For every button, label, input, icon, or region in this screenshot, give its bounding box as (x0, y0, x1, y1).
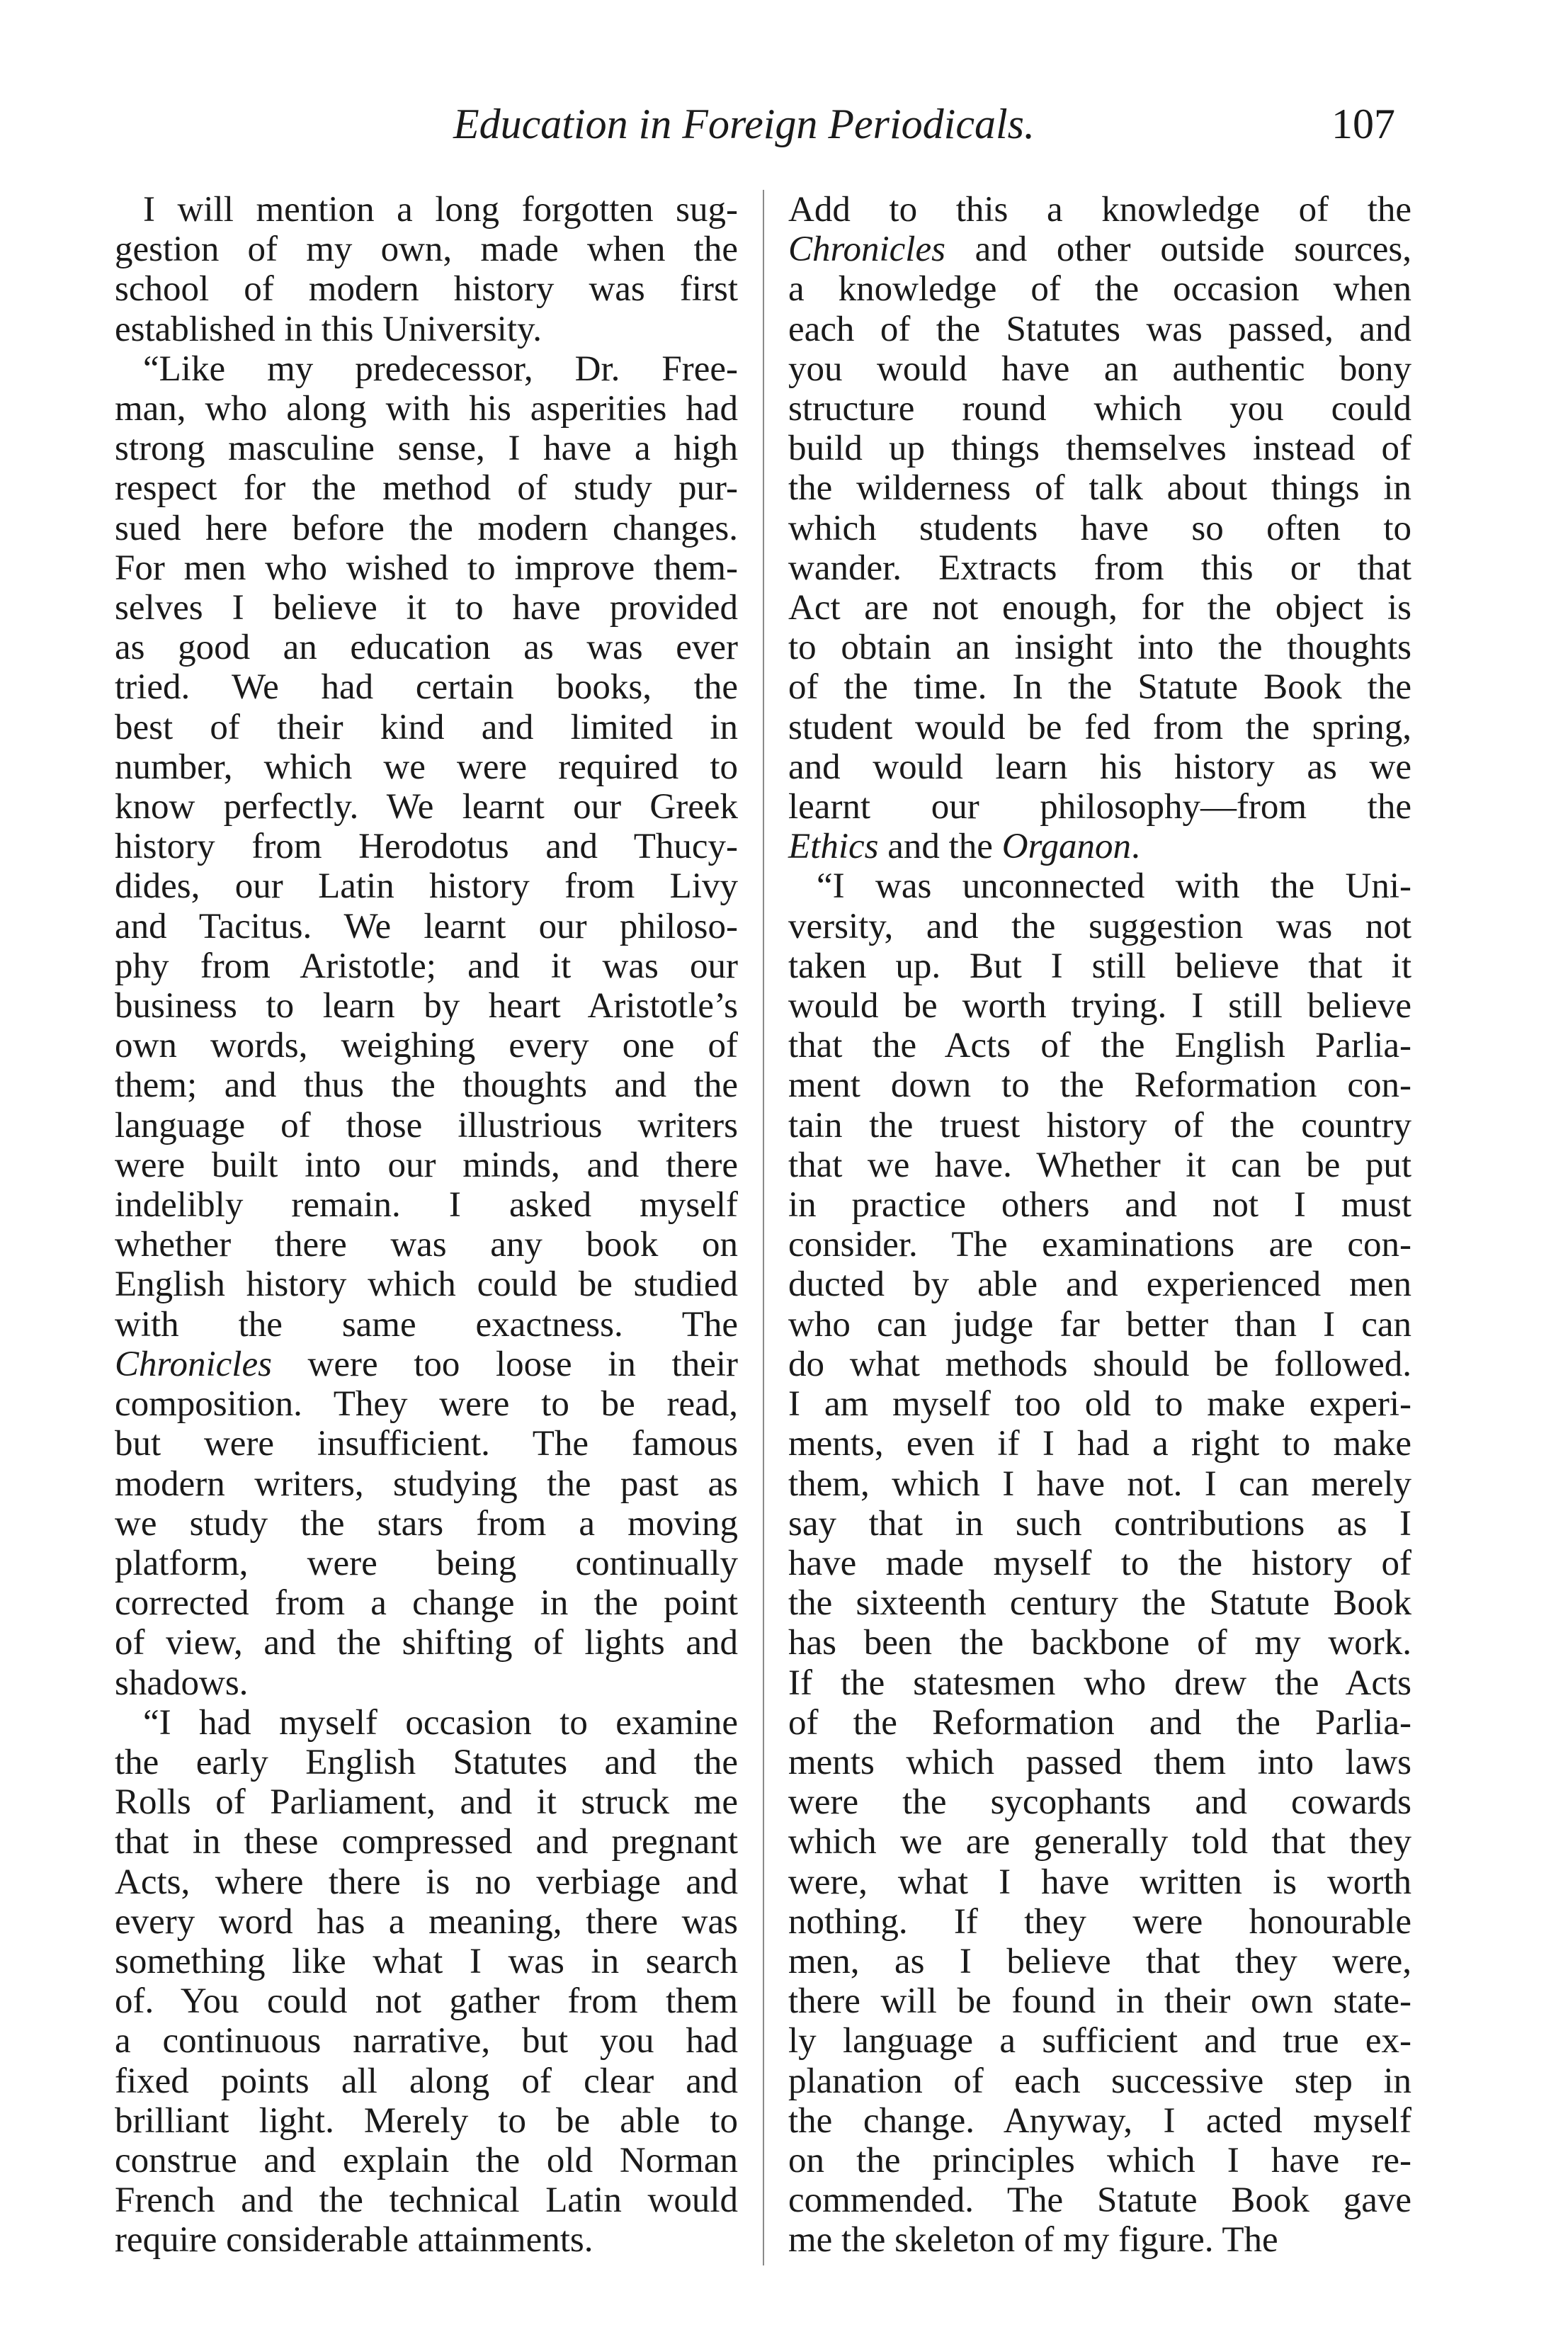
text-line: modern writers, studying the past as (115, 1464, 738, 1504)
text-line: learnt our philosophy—from the (788, 787, 1411, 827)
text-line: student would be fed from the spring, (788, 707, 1411, 747)
text-line: I will mention a long forgotten sug- (143, 190, 738, 230)
text-line: has been the backbone of my work. (788, 1623, 1411, 1663)
text-line: every word has a meaning, there was (115, 1901, 738, 1942)
text-line: “I was unconnected with the Uni- (817, 866, 1411, 907)
text-line: and would learn his history as we (788, 747, 1411, 787)
text-line: we study the stars from a moving (115, 1503, 738, 1544)
text-line: of. You could not gather from them (115, 1981, 738, 2022)
text-line: gestion of my own, made when the (115, 230, 738, 270)
page-number: 107 (1331, 101, 1395, 147)
text-line: own words, weighing every one of (115, 1026, 738, 1066)
text-line: indelibly remain. I asked myself (115, 1185, 738, 1226)
text-line: Add to this a knowledge of the (788, 190, 1411, 230)
text-line: Acts, where there is no verbiage and (115, 1862, 738, 1902)
text-line: men, as I believe that they were, (788, 1941, 1411, 1981)
text-line: each of the Statutes was passed, and (788, 309, 1411, 349)
text-line: phy from Aristotle; and it was our (115, 946, 738, 986)
text-line: sued here before the modern changes. (115, 508, 738, 548)
text-line: dides, our Latin history from Livy (115, 866, 738, 907)
text-line: selves I believe it to have provided (115, 588, 738, 628)
text-line: ments, even if I had a right to make (788, 1424, 1411, 1464)
text-line: wander. Extracts from this or that (788, 548, 1411, 588)
right-column (788, 190, 1411, 2260)
text-line: the change. Anyway, I acted myself (788, 2100, 1411, 2141)
text-line: “Like my predecessor, Dr. Free- (143, 349, 738, 389)
text-line: nothing. If they were honourable (788, 1901, 1411, 1942)
text-line: ducted by able and experienced men (788, 1264, 1411, 1305)
text-line: For men who wished to improve them- (115, 548, 738, 588)
text-line: a continuous narrative, but you had (115, 2021, 738, 2061)
text-line: who can judge far better than I can (788, 1304, 1411, 1345)
text-line: corrected from a change in the point (115, 1583, 738, 1624)
text-line: brilliant light. Merely to be able to (115, 2100, 738, 2141)
text-line: that the Acts of the English Parlia- (788, 1026, 1411, 1066)
text-line: in practice others and not I must (788, 1185, 1411, 1226)
text-line: which students have so often to (788, 508, 1411, 548)
text-line: but were insufficient. The famous (115, 1424, 738, 1464)
text-line: number, which we were required to (115, 747, 738, 787)
text-line: Rolls of Parliament, and it struck me (115, 1782, 738, 1823)
text-line: Chronicles and other outside sources, (788, 230, 1411, 270)
text-line: established in this University. (115, 309, 542, 349)
left-column (115, 190, 738, 2260)
text-line: ments which passed them into laws (788, 1742, 1411, 1782)
text-line: taken up. But I still believe that it (788, 946, 1411, 986)
text-line: were built into our minds, and there (115, 1145, 738, 1185)
text-line: Chronicles were too loose in their (115, 1344, 738, 1384)
text-line: were the sycophants and cowards (788, 1782, 1411, 1823)
text-line: of the time. In the Statute Book the (788, 667, 1411, 708)
text-line: language of those illustrious writers (115, 1105, 738, 1145)
text-line: a knowledge of the occasion when (788, 269, 1411, 310)
text-line: shadows. (115, 1663, 249, 1703)
text-line: construe and explain the old Norman (115, 2140, 738, 2180)
text-line: I am myself too old to make experi- (788, 1384, 1411, 1425)
text-line: Ethics and the Organon. (788, 827, 1140, 867)
text-line: require considerable attainments. (115, 2220, 593, 2260)
text-line: respect for the method of study pur- (115, 468, 738, 509)
text-line: them, which I have not. I can merely (788, 1464, 1411, 1504)
text-line: composition. They were to be read, (115, 1384, 738, 1425)
text-line: there will be found in their own state- (788, 1981, 1411, 2022)
text-line: that in these compressed and pregnant (115, 1822, 738, 1862)
text-line: build up things themselves instead of (788, 429, 1411, 469)
text-line: best of their kind and limited in (115, 707, 738, 747)
text-line: them; and thus the thoughts and the (115, 1065, 738, 1106)
text-line: French and the technical Latin would (115, 2180, 738, 2221)
text-line: that we have. Whether it can be put (788, 1145, 1411, 1185)
text-line: me the skeleton of my figure. The (788, 2220, 1278, 2260)
text-line: the early English Statutes and the (115, 1742, 738, 1782)
text-line: versity, and the suggestion was not (788, 906, 1411, 946)
text-line: school of modern history was first (115, 269, 738, 310)
text-line: something like what I was in search (115, 1941, 738, 1981)
text-line: Act are not enough, for the object is (788, 588, 1411, 628)
running-head (0, 96, 1568, 159)
text-line: of the Reformation and the Parlia- (788, 1702, 1411, 1743)
text-line: planation of each successive step in (788, 2061, 1411, 2101)
text-line: If the statesmen who drew the Acts (788, 1663, 1411, 1703)
text-line: were, what I have written is worth (788, 1862, 1411, 1902)
text-line: whether there was any book on (115, 1225, 738, 1265)
text-line: fixed points all along of clear and (115, 2061, 738, 2101)
text-line: man, who along with his asperities had (115, 389, 738, 429)
text-line: “I had myself occasion to examine (143, 1702, 738, 1743)
text-line: tain the truest history of the country (788, 1105, 1411, 1145)
column-rule (763, 190, 764, 2265)
text-line: know perfectly. We learnt our Greek (115, 787, 738, 827)
text-line: English history which could be studied (115, 1264, 738, 1305)
text-line: structure round which you could (788, 389, 1411, 429)
text-line: consider. The examinations are con- (788, 1225, 1411, 1265)
text-line: history from Herodotus and Thucy- (115, 827, 738, 867)
text-line: ly language a sufficient and true ex- (788, 2021, 1411, 2061)
text-line: the sixteenth century the Statute Book (788, 1583, 1411, 1624)
text-line: would be worth trying. I still believe (788, 986, 1411, 1026)
text-line: the wilderness of talk about things in (788, 468, 1411, 509)
text-line: say that in such contributions as I (788, 1503, 1411, 1544)
text-line: as good an education as was ever (115, 628, 738, 668)
text-line: with the same exactness. The (115, 1304, 738, 1345)
text-line: platform, were being continually (115, 1543, 738, 1583)
text-line: business to learn by heart Aristotle’s (115, 986, 738, 1026)
text-line: strong masculine sense, I have a high (115, 429, 738, 469)
text-line: do what methods should be followed. (788, 1344, 1411, 1384)
running-title: Education in Foreign Periodicals. (453, 101, 1035, 147)
text-line: ment down to the Reformation con- (788, 1065, 1411, 1106)
text-line: which we are generally told that they (788, 1822, 1411, 1862)
text-line: of view, and the shifting of lights and (115, 1623, 738, 1663)
text-line: to obtain an insight into the thoughts (788, 628, 1411, 668)
text-line: have made myself to the history of (788, 1543, 1411, 1583)
text-line: and Tacitus. We learnt our philoso- (115, 906, 738, 946)
text-line: tried. We had certain books, the (115, 667, 738, 708)
text-line: commended. The Statute Book gave (788, 2180, 1411, 2221)
text-line: you would have an authentic bony (788, 349, 1411, 389)
text-line: on the principles which I have re- (788, 2140, 1411, 2180)
